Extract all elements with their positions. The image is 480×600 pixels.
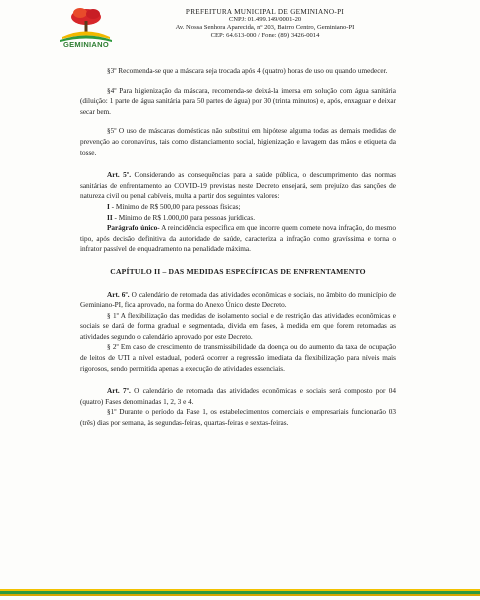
- paragraph-4: §4º Para higienização da máscara, recomenda-se deixá-la imersa em solução com água sanitária (diluição: 1 parte de água sanitária para 50 partes de água) por 30 (trinta minutos) e, após, enxaguar e deixar secar bem.: [80, 86, 396, 116]
- article-5-text: Considerando as consequências para a saúde pública, o descumprimento das normas sanitárias de enfrentamento ao COVID-19 previstas neste Decreto ensejará, sem prejuízo das sanções de natureza civil ou penal cabíveis, multa a partir dos seguintes valores:: [80, 171, 396, 201]
- paragraph-5: §5º O uso de máscaras domésticas não substitui em hipótese alguma todas as demais medidas de prevenção ao coronavírus, tais como distanciamento social, higienização e lavagem das mãos e etiqueta da tosse.: [80, 127, 396, 157]
- org-name: PREFEITURA MUNICIPAL DE GEMINIANO-PI: [185, 8, 345, 16]
- letterhead: [140, 8, 390, 40]
- logo-text: GEMINIANO: [62, 40, 110, 49]
- chapter-heading: CAPÍTULO II – DAS MEDIDAS ESPECÍFICAS DE ENFRENTAMENTO: [110, 266, 366, 276]
- article-7: [80, 386, 396, 407]
- article-6-paragraph-1: § 1º A flexibilização das medidas de isolamento social e de restrição das atividades econômicas e sociais se dará de forma gradual e segmentada, divida em fases, à medida em que forem retomadas as atividades segundo o calendário aprovado por este Decreto.: [80, 311, 396, 341]
- cnpj-line: CNPJ: 01.499.149/0001-20: [228, 16, 302, 24]
- sole-paragraph: [80, 223, 396, 255]
- article-7-paragraph-1: §1º Durante o período da Fase 1, os estabelecimentos comerciais e empresariais funcionarão 03 (três) dias por semana, às segundas-feiras, quartas-feiras e sextas-feiras.: [80, 408, 396, 428]
- article-6-paragraph-2: § 2º Em caso de crescimento de transmissibilidade da doença ou do aumento da taxa de ocupação de leitos de UTI a nível estadual, poderá ocorrer a regressão imediata da flexibilização para níveis mais rigorosos, sendo permitida apenas a execução de atividades essenciais.: [80, 343, 396, 373]
- address-line: Av. Nossa Senhora Aparecida, nº 203, Bairro Centro, Geminiano-PI: [175, 24, 355, 32]
- sole-paragraph-label: Parágrafo único-: [107, 224, 160, 233]
- article-6-label: Art. 6º.: [107, 290, 130, 299]
- article-6: [80, 290, 396, 311]
- paragraph-3: §3º Recomenda-se que a máscara seja trocada após 4 (quatro) horas de uso ou quando umedecer.: [107, 67, 388, 75]
- article-5: [80, 170, 396, 202]
- article-7-label: Art. 7º.: [107, 387, 131, 396]
- article-6-text: O calendário de retomada das atividades econômicas e sociais, no âmbito do município de Geminiano-PI, fica aprovado, na forma do Anexo Único deste Decreto.: [80, 290, 396, 310]
- footer-stripe-gold: [0, 594, 480, 596]
- contact-line: CEP: 64.613-000 / Fone: (89) 3426-0014: [210, 32, 320, 40]
- item-i-text: - Mínimo de R$ 500,00 para pessoas físicas;: [109, 202, 241, 211]
- item-ii-label: II: [107, 213, 113, 222]
- document-body: [80, 66, 396, 429]
- article-5-label: Art. 5º.: [107, 171, 132, 180]
- article-7-text: O calendário de retomada das atividades econômicas e sociais será composto por 04 (quatro) Fases denominadas 1, 2, 3 e 4.: [80, 387, 397, 406]
- item-ii: [80, 213, 396, 224]
- sole-paragraph-text: A reincidência específica em que incorre quem comete nova infração, do mesmo tipo, após decisão definitiva da autoridade de saúde, caracteriza a infração como gravíssima e torna o infrator passível de enquadramento na penalidade máxima.: [80, 224, 396, 254]
- item-ii-text: - Mínimo de R$ 1.000,00 para pessoas jurídicas.: [112, 213, 256, 222]
- item-i-label: I: [107, 202, 110, 211]
- item-i: [80, 202, 396, 213]
